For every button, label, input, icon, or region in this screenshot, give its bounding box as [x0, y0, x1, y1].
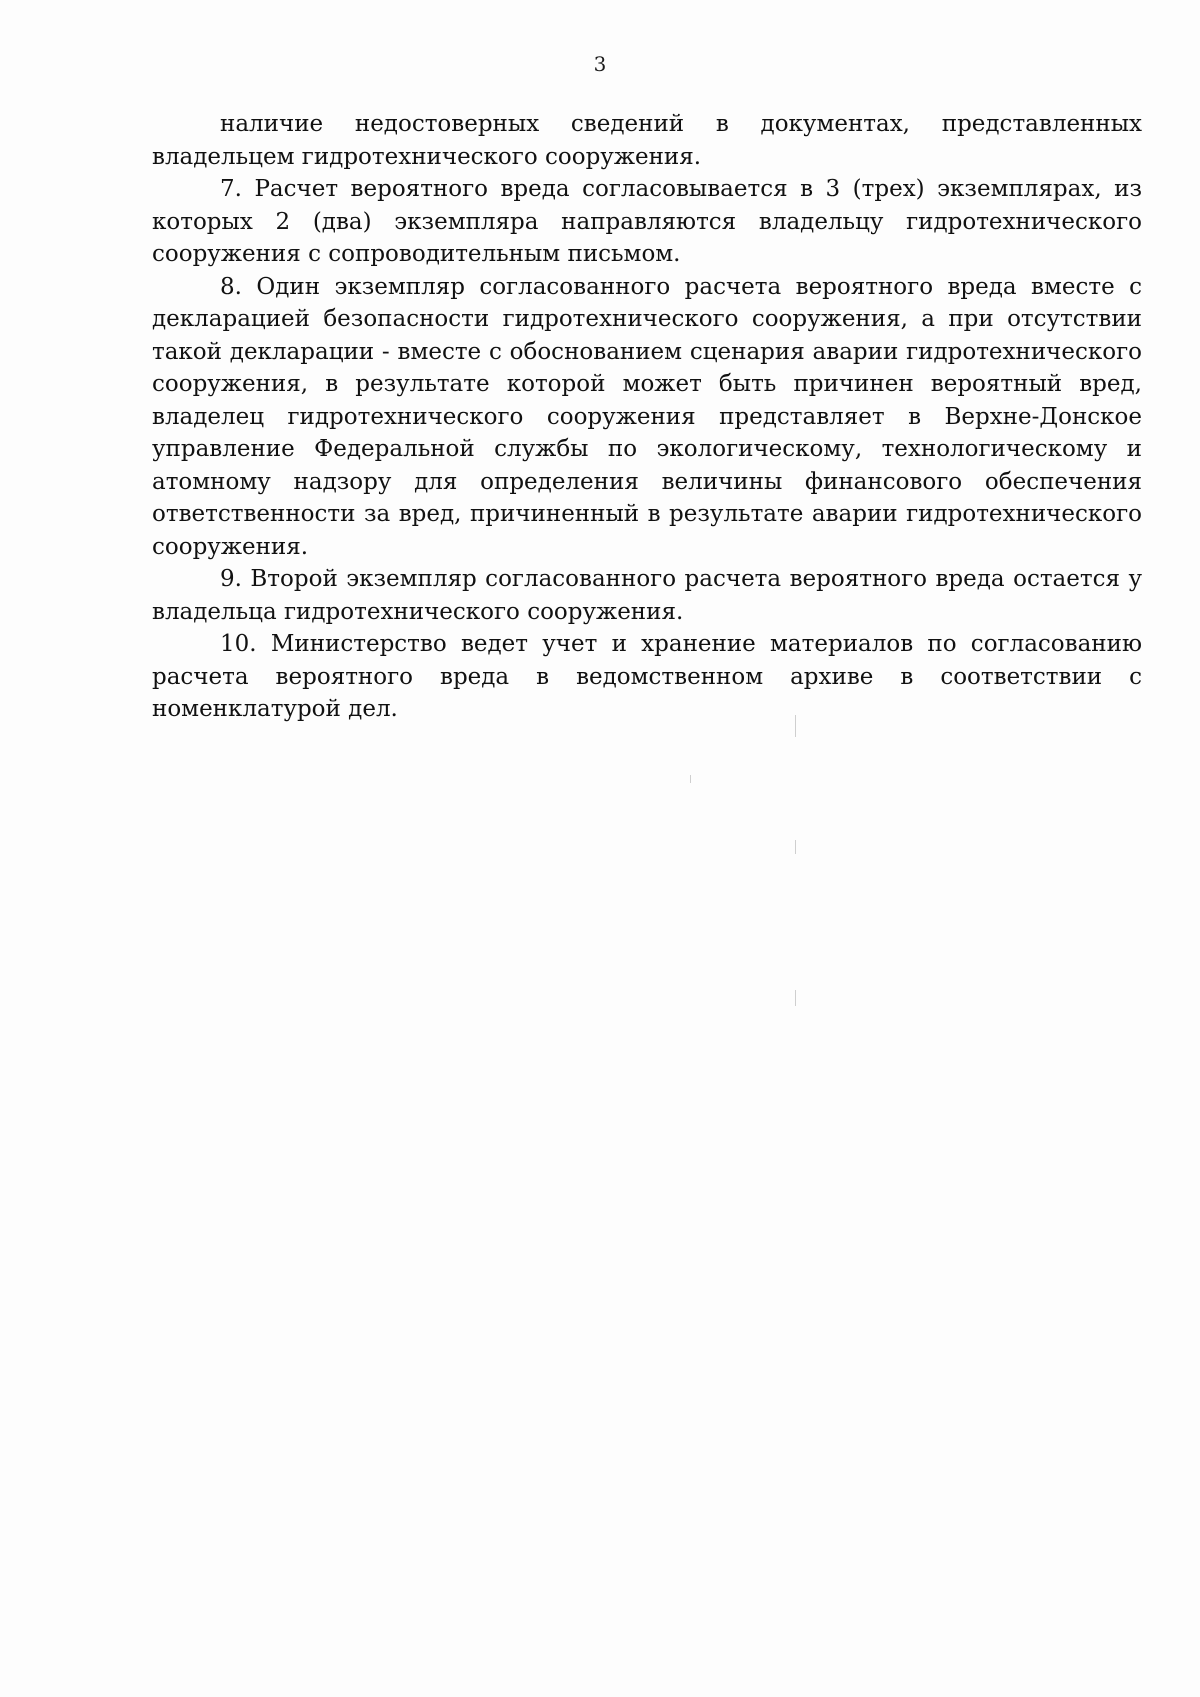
paragraph-item-10: 10. Министерство ведет учет и хранение материалов по согласованию расчета вероятного вреда в ведомственном архиве в соответствии с номенклатурой дел.: [152, 631, 1142, 722]
scan-artifact: [690, 775, 691, 783]
scan-artifact: [795, 990, 796, 1006]
scan-artifact: [795, 840, 796, 854]
paragraph-item-7: 7. Расчет вероятного вреда согласовывается в 3 (трех) экземплярах, из которых 2 (два) экземпляра направляются владельцу гидротехнического сооружения с сопроводительным письмом.: [152, 176, 1142, 267]
document-body: [152, 108, 1142, 726]
paragraph-item-9: 9. Второй экземпляр согласованного расчета вероятного вреда остается у владельца гидротехнического сооружения.: [152, 566, 1142, 625]
page-number: 3: [593, 52, 607, 76]
scan-artifact: [795, 715, 796, 737]
paragraph-item-8: 8. Один экземпляр согласованного расчета вероятного вреда вместе с декларацией безопасности гидротехнического сооружения, а при отсутствии такой декларации - вместе с обоснованием сценария аварии гидротехнического сооружения, в результате которой может быть причинен вероятный вред, владелец гидротехнического сооружения представляет в Верхне-Донское управление Федеральной службы по экологическому, технологическому и атомному надзору для определения величины финансового обеспечения ответственности за вред, причиненный в результате аварии гидротехнического сооружения.: [152, 273, 1142, 560]
paragraph-continuation: наличие недостоверных сведений в документах, представленных владельцем гидротехнического сооружения.: [152, 111, 1142, 170]
